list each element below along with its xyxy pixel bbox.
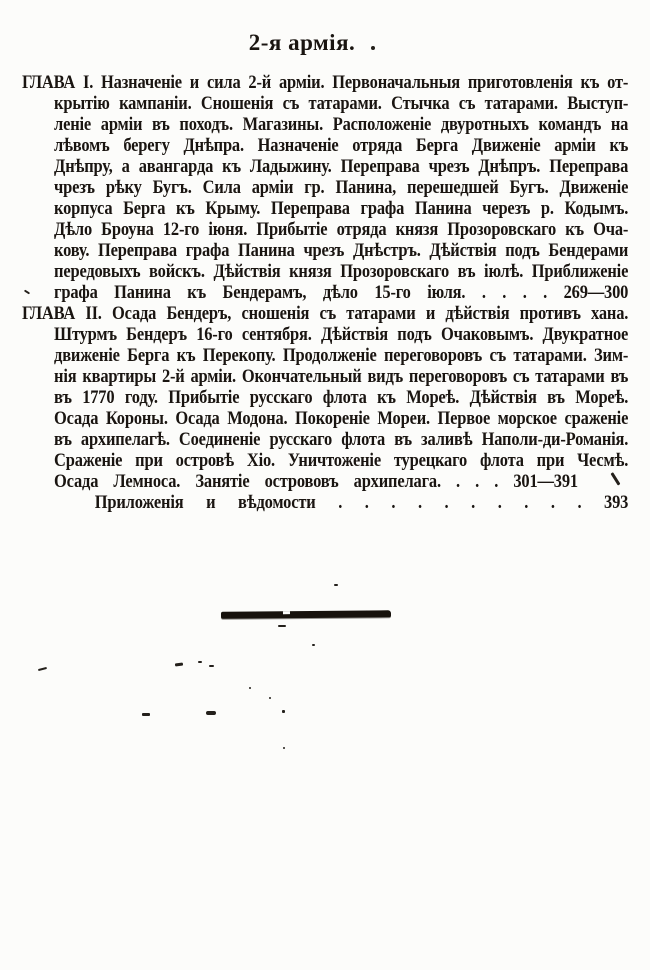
ink-speck — [371, 46, 375, 50]
toc-text-line: графа Панина къ Бендерамъ, дѣло 15-го іюля. . . . . 269—300 — [54, 282, 629, 303]
toc-text-line: кову. Переправа графа Панина чрезъ Днѣстръ. Дѣйствія подъ Бендерами — [54, 240, 629, 261]
toc-text-line: Штурмъ Бендеръ 16-го сентября. Дѣйствія подъ Очаковымъ. Двукратное — [54, 324, 629, 345]
toc-text-line: леніе арміи въ походъ. Магазины. Расположеніе двуротныхъ командъ на — [54, 114, 629, 135]
ink-speck — [334, 584, 338, 586]
ink-speck — [282, 710, 285, 713]
ink-speck — [142, 713, 150, 716]
ink-speck — [175, 662, 183, 666]
toc-text-line: нія квартиры 2-й арміи. Окончательный видъ переговоровъ съ татарами въ — [54, 366, 629, 387]
toc-chapter-heading-line: ГЛАВА I. Назначеніе и сила 2-й арміи. Первоначальныя приготовленія къ от- — [22, 72, 629, 93]
ink-speck — [38, 667, 47, 671]
rule-notch — [283, 611, 290, 614]
table-of-contents — [22, 72, 650, 513]
toc-text-line: въ архипелагѣ. Соединеніе русскаго флота въ заливѣ Наполи-ди-Романія. — [54, 429, 629, 450]
toc-text-line: Днѣпру, а авангарда къ Ладыжину. Переправа чрезъ Днѣпръ. Переправа — [54, 156, 629, 177]
toc-text-line: чрезъ рѣку Бугъ. Сила арміи гр. Панина, перешедшей Бугъ. Движеніе — [54, 177, 629, 198]
ink-speck — [283, 747, 285, 749]
toc-text-line: движеніе Берга къ Перекопу. Продолженіе переговоровъ съ татарами. Зим- — [54, 345, 629, 366]
toc-text-line: корпуса Берга къ Крыму. Переправа графа Панина черезъ р. Кодымъ. — [54, 198, 629, 219]
toc-text-line: Дѣло Броуна 12-го іюня. Прибытіе отряда князя Прозоровскаго къ Оча- — [54, 219, 629, 240]
ink-speck — [249, 687, 251, 689]
page-title: 2-я армія. — [248, 30, 356, 55]
toc-chapter-heading-line: ГЛАВА II. Осада Бендеръ, сношенія съ татарами и дѣйствія противъ хана. — [22, 303, 629, 324]
separator-rule — [221, 610, 391, 618]
toc-text-line: Осада Короны. Осада Модона. Покореніе Мореи. Первое морское сраженіе — [54, 408, 629, 429]
toc-text-line: Осада Лемноса. Занятіе острововъ архипелага. . . . 301—391 — [54, 471, 578, 492]
ink-speck — [278, 625, 286, 627]
ink-speck — [198, 661, 202, 663]
ink-speck — [269, 697, 271, 699]
ink-speck — [209, 665, 214, 667]
toc-text-line: лѣвомъ берегу Днѣпра. Назначеніе отряда Берга Движеніе арміи къ — [54, 135, 629, 156]
toc-text-line: въ 1770 году. Прибытіе русскаго флота къ Мореѣ. Дѣйствія въ Мореѣ. — [54, 387, 629, 408]
toc-text-line: передовыхъ войскъ. Дѣйствія князя Прозоровскаго въ іюлѣ. Приближеніе — [54, 261, 629, 282]
toc-text-line: Приложенія и вѣдомости . . . . . . . . . . 393 — [94, 492, 629, 513]
ink-speck — [312, 644, 315, 646]
toc-text-line: Сраженіе при островѣ Хіо. Уничтоженіе турецкаго флота при Чесмѣ. — [54, 450, 629, 471]
ink-speck — [206, 711, 216, 715]
toc-text-line: крытію кампаніи. Сношенія съ татарами. Стычка съ татарами. Выступ- — [54, 93, 629, 114]
